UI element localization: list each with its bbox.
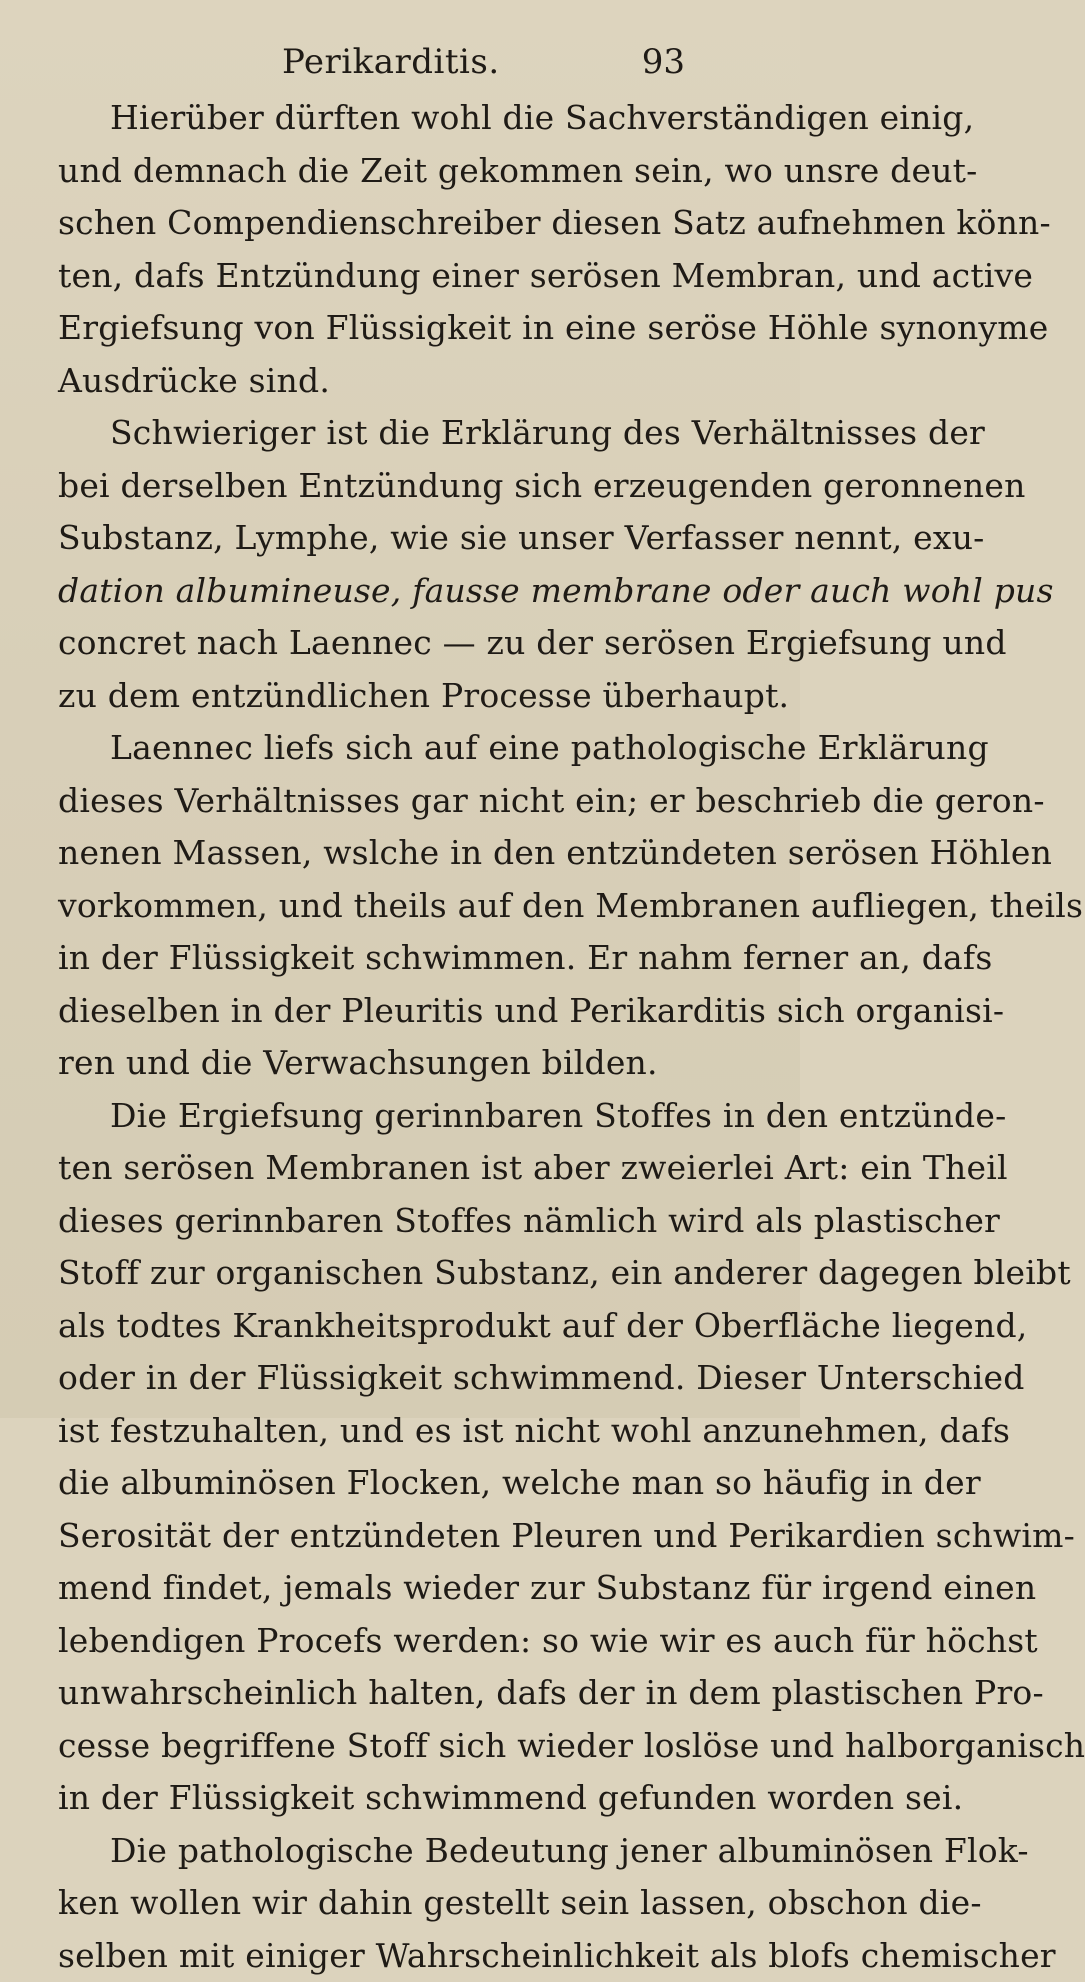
- text-line: die albuminösen Flocken, welche man so häufig in der: [58, 1457, 748, 1510]
- running-title: Perikarditis.: [282, 42, 500, 82]
- text-line: Substanz, Lymphe, wie sie unser Verfasser nennt, exu-: [58, 512, 748, 565]
- page-number: 93: [642, 42, 685, 82]
- text-line: Schwieriger ist die Erklärung des Verhältnisses der: [58, 407, 748, 460]
- text-line: mend findet, jemals wieder zur Substanz für irgend einen: [58, 1562, 748, 1615]
- text-line: dieselben in der Pleuritis und Perikarditis sich organisi-: [58, 985, 748, 1038]
- text-line: lebendigen Procefs werden: so wie wir es auch für höchst: [58, 1615, 748, 1668]
- text-line: cesse begriffene Stoff sich wieder loslöse und halborganisch: [58, 1720, 748, 1773]
- text-line: oder in der Flüssigkeit schwimmend. Dieser Unterschied: [58, 1352, 748, 1405]
- text-line: ten serösen Membranen ist aber zweierlei Art: ein Theil: [58, 1142, 748, 1195]
- text-line: in der Flüssigkeit schwimmend gefunden worden sei.: [58, 1772, 748, 1825]
- text-line: zu dem entzündlichen Processe überhaupt.: [58, 670, 748, 723]
- text-line: Die pathologische Bedeutung jener albuminösen Flok-: [58, 1825, 748, 1878]
- text-line: Stoff zur organischen Substanz, ein anderer dagegen bleibt: [58, 1247, 748, 1300]
- text-line: ren und die Verwachsungen bilden.: [58, 1037, 748, 1090]
- text-line: Hierüber dürften wohl die Sachverständigen einig,: [58, 92, 748, 145]
- text-line: schen Compendienschreiber diesen Satz aufnehmen könn-: [58, 197, 748, 250]
- text-line: ken wollen wir dahin gestellt sein lassen, obschon die-: [58, 1877, 748, 1930]
- text-line: Die Ergiefsung gerinnbaren Stoffes in den entzünde-: [58, 1090, 748, 1143]
- text-line: und demnach die Zeit gekommen sein, wo unsre deut-: [58, 145, 748, 198]
- text-line: Laennec liefs sich auf eine pathologische Erklärung: [58, 722, 748, 775]
- text-line: dation albumineuse, fausse membrane oder auch wohl pus: [58, 565, 748, 618]
- text-line: dieses gerinnbaren Stoffes nämlich wird als plastischer: [58, 1195, 748, 1248]
- text-line: Serosität der entzündeten Pleuren und Perikardien schwim-: [58, 1510, 748, 1563]
- text-line: nenen Massen, wslche in den entzündeten serösen Höhlen: [58, 827, 748, 880]
- text-line: bei derselben Entzündung sich erzeugenden geronnenen: [58, 460, 748, 513]
- text-line: ist festzuhalten, und es ist nicht wohl anzunehmen, dafs: [58, 1405, 748, 1458]
- text-line: in der Flüssigkeit schwimmen. Er nahm ferner an, dafs: [58, 932, 748, 985]
- text-line: Ergiefsung von Flüssigkeit in eine seröse Höhle synonyme: [58, 302, 748, 355]
- text-line: vorkommen, und theils auf den Membranen aufliegen, theils: [58, 880, 748, 933]
- page-header: [0, 42, 800, 92]
- text-line: dieses Verhältnisses gar nicht ein; er beschrieb die geron-: [58, 775, 748, 828]
- text-line: ten, dafs Entzündung einer serösen Membran, und active: [58, 250, 748, 303]
- text-line: concret nach Laennec — zu der serösen Ergiefsung und: [58, 617, 748, 670]
- text-line: Ausdrücke sind.: [58, 355, 748, 408]
- text-line: unwahrscheinlich halten, dafs der in dem plastischen Pro-: [58, 1667, 748, 1720]
- body-text: [58, 92, 748, 1982]
- text-line: selben mit einiger Wahrscheinlichkeit als blofs chemischer: [58, 1930, 748, 1982]
- text-line: als todtes Krankheitsprodukt auf der Oberfläche liegend,: [58, 1300, 748, 1353]
